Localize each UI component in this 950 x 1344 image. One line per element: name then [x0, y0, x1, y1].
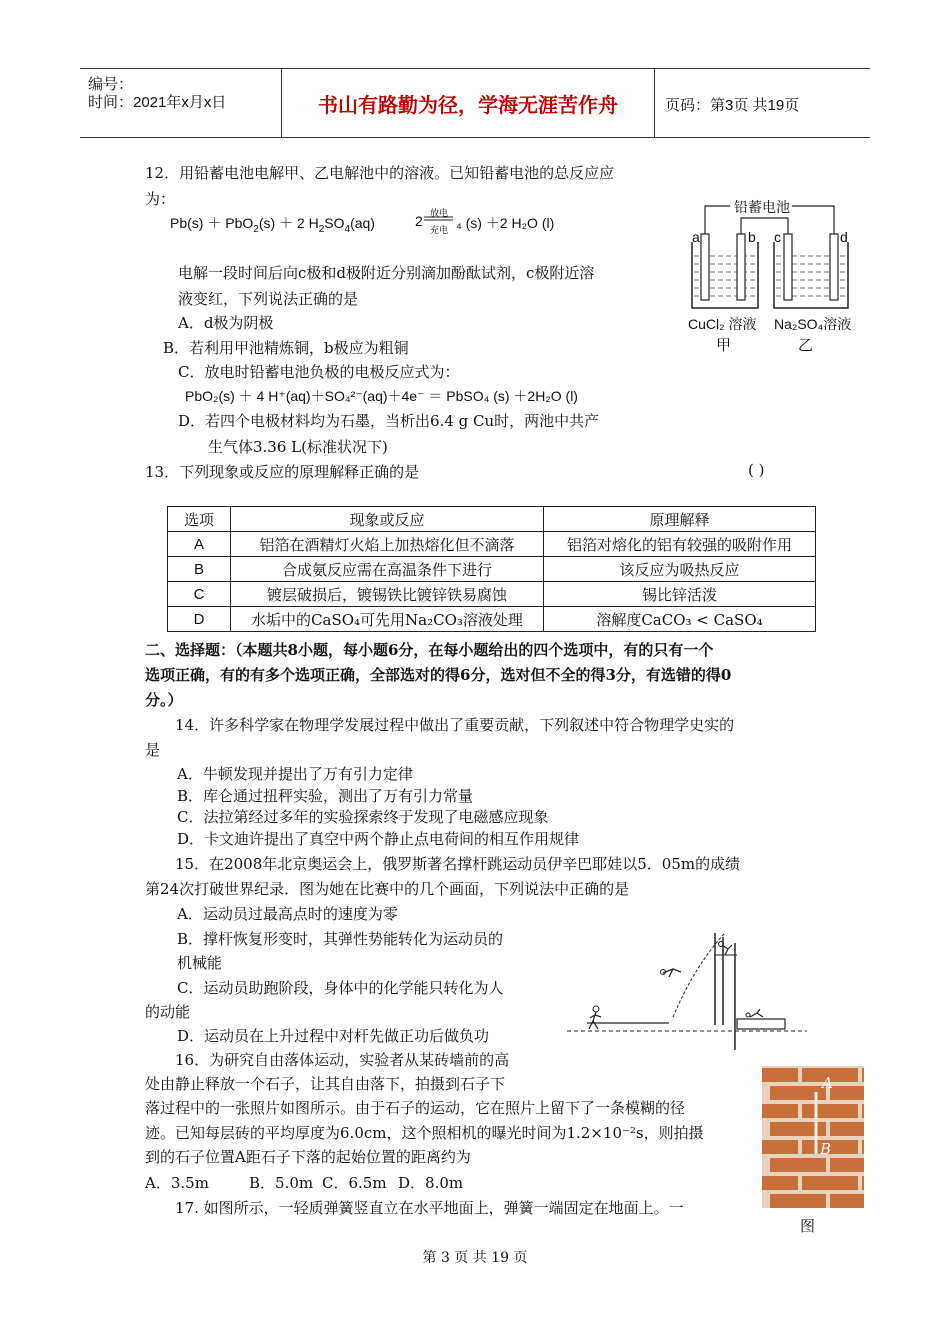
q12-option-a: A．d极为阴极 [178, 314, 274, 332]
q16-stem-line4: 迹。已知每层砖的平均厚度为6.0cm，这个照相机的曝光时间为1.2×10⁻²s，则拍摄 [145, 1124, 704, 1142]
table-cell: 该反应为吸热反应 [544, 557, 816, 582]
q16-stem-line3: 落过程中的一张照片如图所示。由于石子的运动，它在照片上留下了一条模糊的径 [145, 1099, 686, 1117]
table-header-cell: 原理解释 [544, 507, 816, 532]
table-row [168, 557, 816, 582]
q12-equation: Pb(s) ＋ PbO$_2$(s) ＋ 2 $H_2SO_4(aq)$ [170, 215, 375, 235]
q15-option-b-line1: B．撑杆恢复形变时，其弹性势能转化为运动员的 [177, 930, 504, 948]
header-divider [654, 69, 655, 137]
eq-part: (aq) [350, 215, 375, 231]
q12-arrow-bottom: 充电 [429, 225, 448, 235]
q12-option-b: B．若利用甲池精炼铜，b极应为粗铜 [163, 339, 409, 357]
q13-answer-bracket: ( ) [748, 461, 765, 479]
header-motto: 书山有路勤为径，学海无涯苦作舟 [318, 93, 618, 117]
section2-line3: 分。） [145, 691, 183, 709]
table-cell: 锡比锌活泼 [544, 582, 816, 607]
q16-option-c: C．6.5m [322, 1174, 387, 1192]
header-page-info: 页码：第3页 共19页 [665, 97, 800, 114]
q12-text-line1: 电解一段时间后向c极和d极附近分别滴加酚酞试剂，c极附近溶 [178, 264, 595, 282]
q15-option-c-line2: 的动能 [145, 1003, 191, 1021]
page-header [80, 68, 870, 138]
q16-option-b: B．5.0m [249, 1174, 314, 1192]
page-footer: 第 3 页 共 19 页 [422, 1250, 528, 1266]
q16-option-a: A．3.5m [145, 1174, 209, 1192]
table-cell: C [168, 582, 231, 607]
q15-option-c-line1: C．运动员助跑阶段，身体中的化学能只转化为人 [177, 979, 504, 997]
table-cell: 溶解度CaCO₃ < CaSO₄ [544, 607, 816, 632]
section2-line1: 二、选择题：（本题共8小题，每小题6分，在每小题给出的四个选项中，有的只有一个 [145, 641, 714, 659]
table-row [168, 582, 816, 607]
table-row [168, 607, 816, 632]
electrolysis-figure [688, 184, 858, 354]
section2-line2: 选项正确，有的有多个选项正确，全部选对的得6分，选对但不全的得3分，有选错的得0 [145, 666, 732, 684]
q14-option-c: C．法拉第经过多年的实验探索终于发现了电磁感应现象 [177, 808, 549, 826]
pole-vault-figure [565, 925, 810, 1055]
figure-caption: 图 [800, 1217, 816, 1235]
electrode-a-label: a [692, 229, 700, 245]
table-cell: B [168, 557, 231, 582]
electrode-c-label: c [774, 229, 781, 245]
q14-stem-line2: 是 [145, 741, 161, 759]
q14-option-d: D．卡文迪许提出了真空中两个静止点电荷间的相互作用规律 [177, 830, 580, 848]
q13-table [167, 506, 816, 632]
eq-part: (s) ＋ 2 H [258, 215, 319, 231]
table-cell: 铝箔对熔化的铝有较强的吸附作用 [544, 532, 816, 557]
header-date: 时间：2021年x月x日 [88, 94, 227, 111]
table-header-cell: 现象或反应 [231, 507, 544, 532]
table-cell: 水垢中的CaSO₄可先用Na₂CO₃溶液处理 [231, 607, 544, 632]
cell-left-label: 甲 [716, 337, 732, 354]
q12-arrow-top: 放电 [429, 208, 448, 218]
q13-stem: 13．下列现象或反应的原理解释正确的是 [145, 463, 420, 481]
header-id-label: 编号： [88, 76, 134, 93]
battery-label: 铅蓄电池 [734, 199, 790, 215]
q16-stem-line5: 到的石子位置A距石子下落的起始位置的距离约为 [145, 1148, 471, 1166]
solution-left-label: CuCl₂ 溶液 [688, 316, 757, 332]
table-cell: A [168, 532, 231, 557]
q12-option-c: C．放电时铅蓄电池负极的电极反应式为： [178, 363, 460, 381]
table-cell: 合成氨反应需在高温条件下进行 [231, 557, 544, 582]
table-cell: 铝箔在酒精灯火焰上加热熔化但不滴落 [231, 532, 544, 557]
q15-option-a: A．运动员过最高点时的速度为零 [177, 905, 398, 923]
solution-right-label: Na₂SO₄溶液 [774, 316, 852, 332]
electrode-d-label: d [840, 229, 848, 245]
q14-option-b: B．库仑通过扭秤实验，测出了万有引力常量 [177, 787, 474, 805]
q16-option-d: D．8.0m [398, 1174, 464, 1192]
q14-stem-line1: 14．许多科学家在物理学发展过程中做出了重要贡献，下列叙述中符合物理学史实的 [175, 716, 735, 734]
eq-part: SO [324, 215, 345, 231]
table-row [168, 532, 816, 557]
q15-stem-line2: 第24次打破世界纪录．图为她在比赛中的几个画面，下列说法中正确的是 [145, 880, 630, 898]
position-b-label: B [820, 1140, 832, 1158]
brick-wall-figure [762, 1066, 864, 1208]
reversible-arrow-icon [423, 215, 455, 223]
q12-option-c-equation: PbO₂(s) ＋ 4 H⁺(aq)＋SO₄²⁻(aq)＋4e⁻ ＝ PbSO₄ (s) ＋2H₂O (l) [185, 388, 578, 404]
eq-part: Pb(s) ＋ PbO [170, 215, 254, 231]
q12-text-line2: 液变红，下列说法正确的是 [178, 290, 359, 308]
cell-right-label: 乙 [798, 337, 814, 354]
q17-stem-line1: 17. 如图所示，一轻质弹簧竖直立在水平地面上，弹簧一端固定在地面上。一 [175, 1199, 684, 1217]
q15-stem-line1: 15．在2008年北京奥运会上，俄罗斯著名撑杆跳运动员伊辛巴耶娃以5．05m的成绩 [175, 855, 741, 873]
q12-eq-coef: 2 [415, 213, 423, 229]
brick-wall-image [762, 1066, 864, 1208]
position-a-label: A [822, 1074, 833, 1092]
q12-option-d-line1: D．若四个电极材料均为石墨，当析出6.4 g Cu时，两池中共产 [178, 412, 600, 430]
table-header-row [168, 507, 816, 532]
table-cell: D [168, 607, 231, 632]
table-header-cell: 选项 [168, 507, 231, 532]
electrode-b-label: b [748, 229, 756, 245]
q15-option-b-line2: 机械能 [177, 954, 223, 972]
q14-option-a: A．牛顿发现并提出了万有引力定律 [177, 765, 413, 783]
q12-stem-line2: 为： [145, 190, 176, 208]
q12-option-d-line2: 生气体3.36 L(标准状况下) [208, 438, 388, 456]
table-cell: 镀层破损后，镀锡铁比镀锌铁易腐蚀 [231, 582, 544, 607]
q16-stem-line2: 处由静止释放一个石子，让其自由落下，拍摄到石子下 [145, 1075, 506, 1093]
q16-stem-line1: 16．为研究自由落体运动，实验者从某砖墙前的高 [175, 1051, 510, 1069]
q12-eq-right: ₄ (s) ＋2 H₂O (l) [456, 215, 555, 231]
q15-option-d: D．运动员在上升过程中对杆先做正功后做负功 [177, 1027, 490, 1045]
q12-stem-line1: 12．用铅蓄电池电解甲、乙电解池中的溶液。已知铅蓄电池的总反应应 [145, 164, 615, 182]
